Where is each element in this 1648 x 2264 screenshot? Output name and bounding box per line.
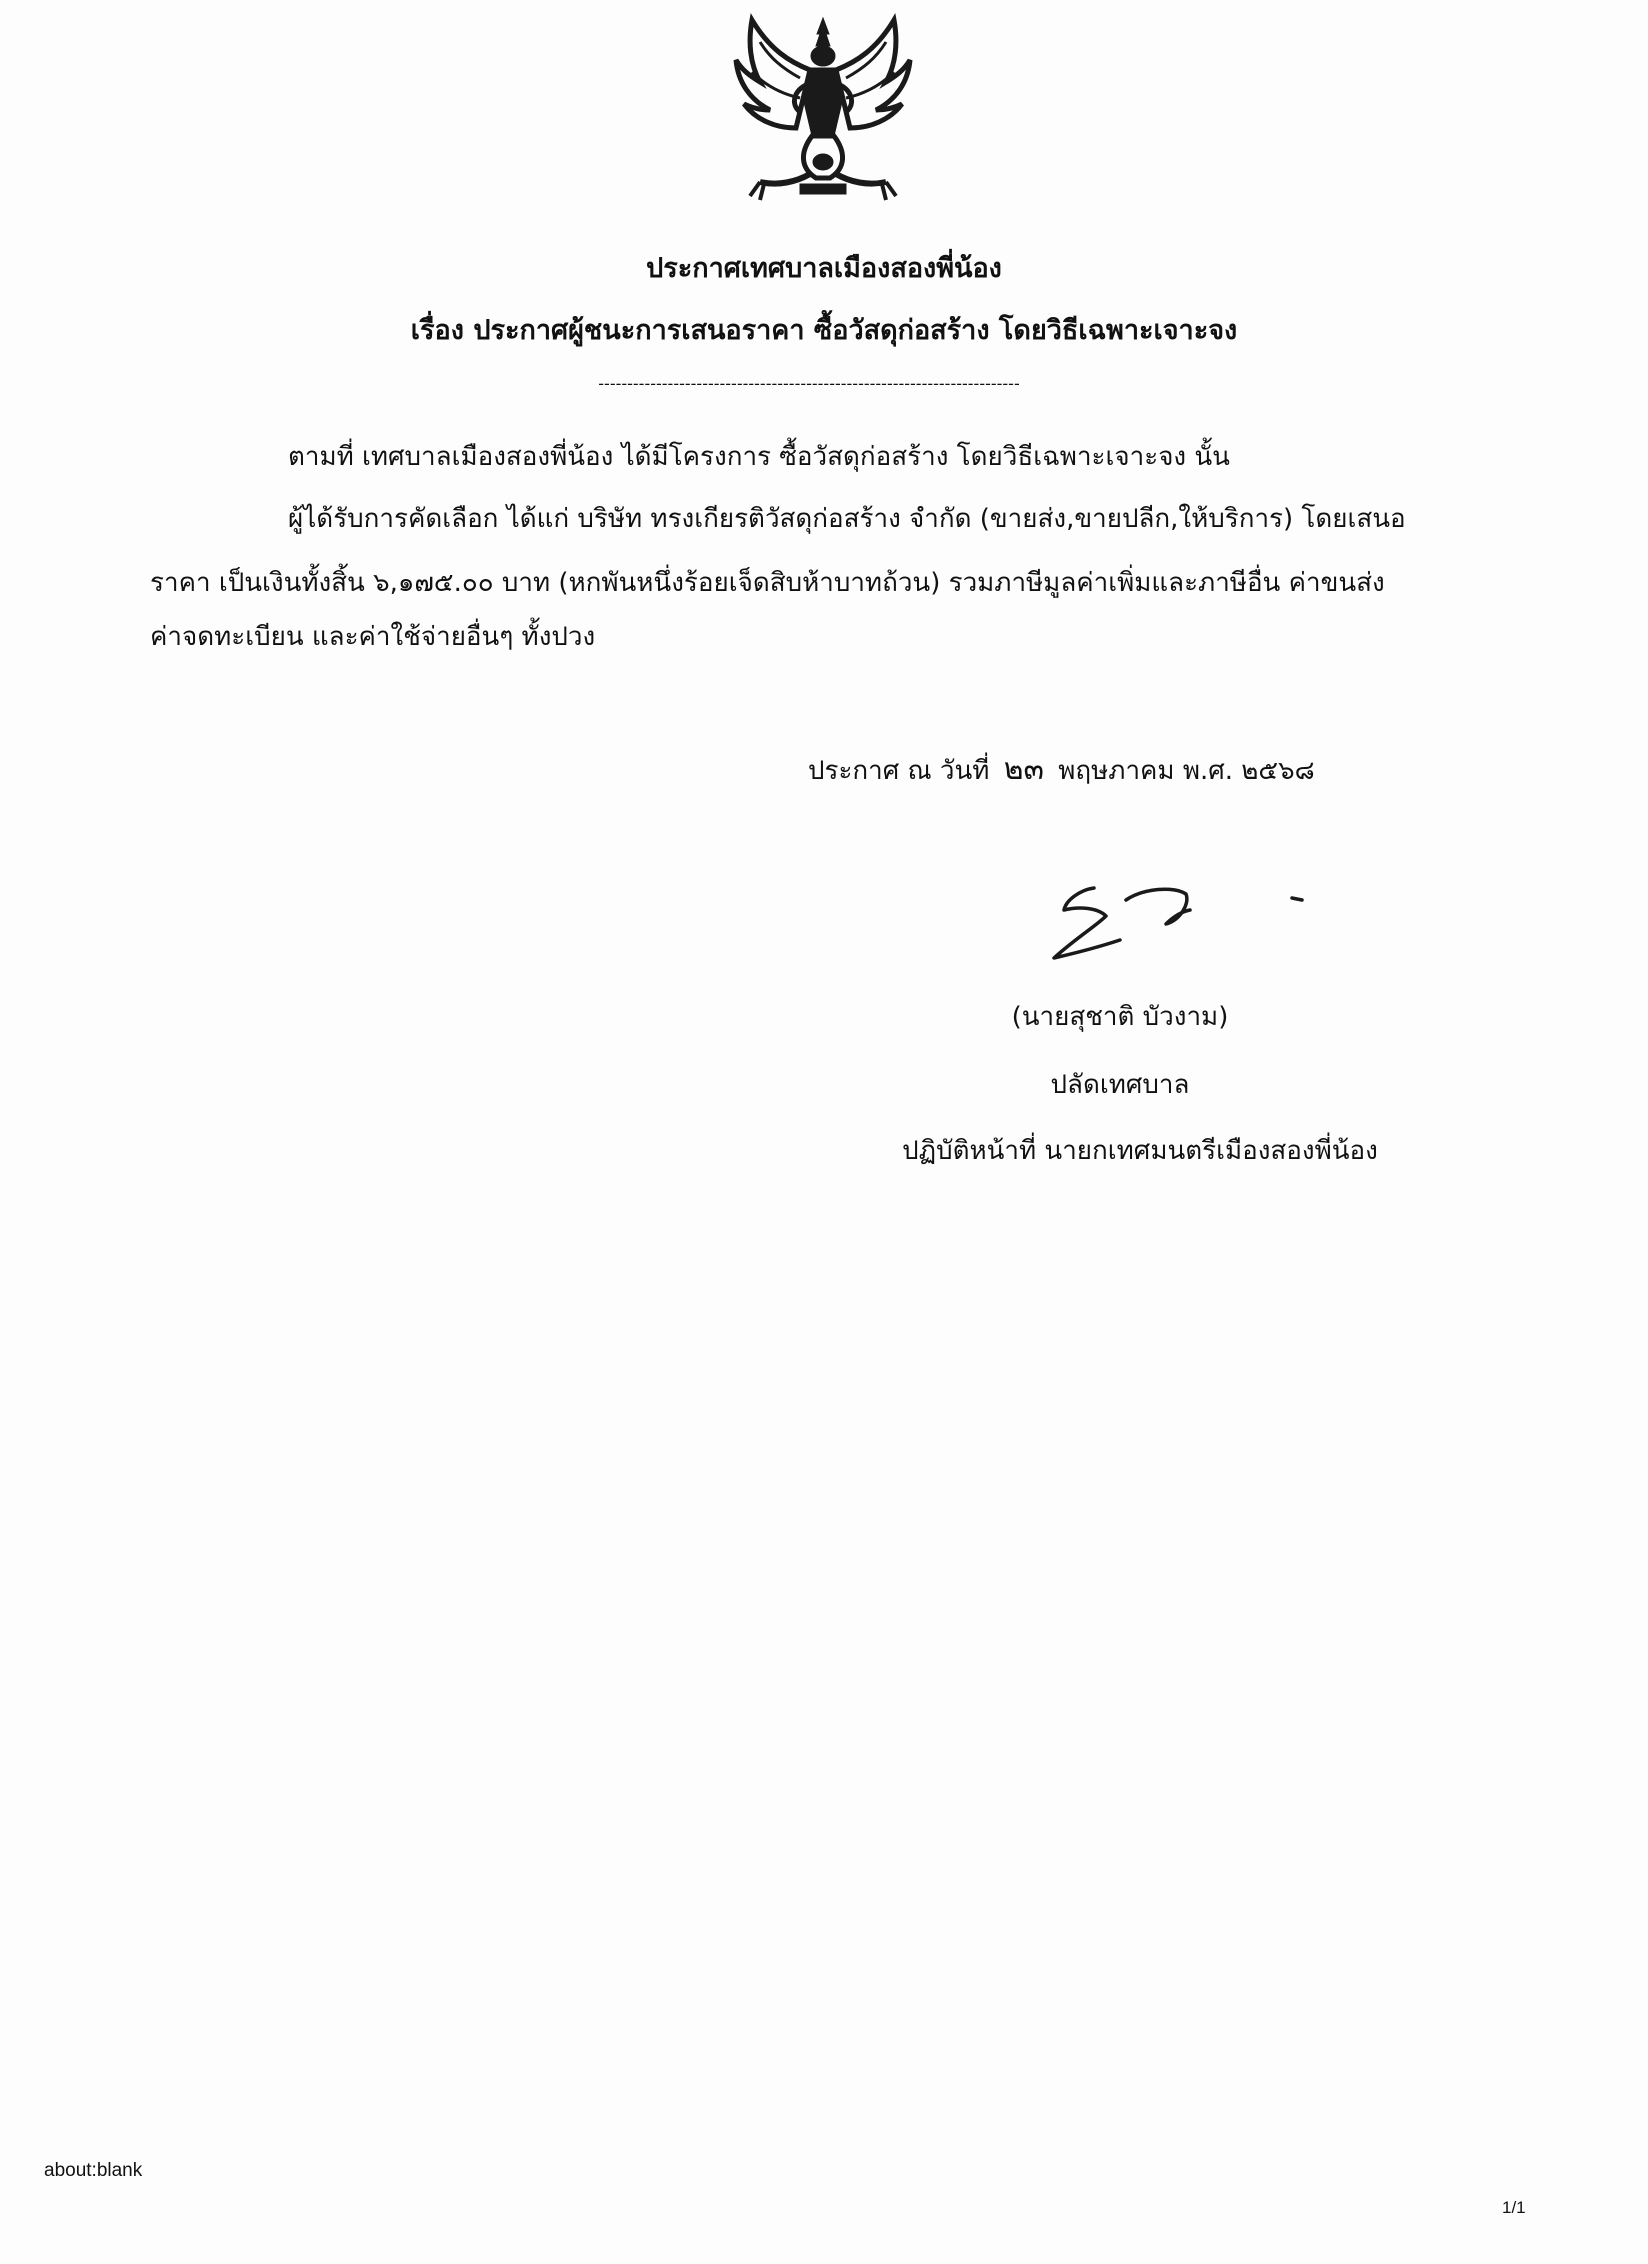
handwritten-signature: [1040, 860, 1340, 970]
garuda-emblem-icon: [730, 12, 916, 208]
signatory-name: (นายสุชาติ บัวงาม): [1011, 1002, 1229, 1032]
body-line-4: ค่าจดทะเบียน และค่าใช้จ่ายอื่นๆ ทั้งปวง: [150, 622, 596, 652]
signatory-acting-role: ปฏิบัติหน้าที่ นายกเทศมนตรีเมืองสองพี่น้อง: [902, 1136, 1378, 1166]
body-line-1: ตามที่ เทศบาลเมืองสองพี่น้อง ได้มีโครงการ ซื้อวัสดุก่อสร้าง โดยวิธีเฉพาะเจาะจง นั้น: [288, 442, 1230, 472]
body-line-3: ราคา เป็นเงินทั้งสิ้น ๖,๑๗๕.๐๐ บาท (หกพันหนึ่งร้อยเจ็ดสิบห้าบาทถ้วน) รวมภาษีมูลค่าเพิ่มและภาษีอื่น ค่าขนส่ง: [150, 568, 1385, 598]
print-footer-url: about:blank: [44, 2160, 143, 2181]
document-title: ประกาศเทศบาลเมืองสองพี่น้อง: [646, 253, 1002, 284]
document-subject: เรื่อง ประกาศผู้ชนะการเสนอราคา ซื้อวัสดุก่อสร้าง โดยวิธีเฉพาะเจาะจง: [410, 315, 1238, 346]
date-month-year: พฤษภาคม พ.ศ. ๒๕๖๘: [1058, 756, 1315, 786]
date-day: ๒๓: [1003, 752, 1045, 787]
print-footer-page-number: 1/1: [1502, 2198, 1526, 2217]
signatory-position: ปลัดเทศบาล: [1050, 1070, 1190, 1100]
body-line-2: ผู้ได้รับการคัดเลือก ได้แก่ บริษัท ทรงเกียรติวัสดุก่อสร้าง จำกัด (ขายส่ง,ขายปลีก,ให้บริการ) โดยเสนอ: [288, 504, 1406, 534]
divider-line: -------------------------------------------------------------------------: [598, 374, 1020, 393]
date-prefix: ประกาศ ณ วันที่: [808, 756, 990, 786]
announcement-date: [808, 746, 1315, 793]
